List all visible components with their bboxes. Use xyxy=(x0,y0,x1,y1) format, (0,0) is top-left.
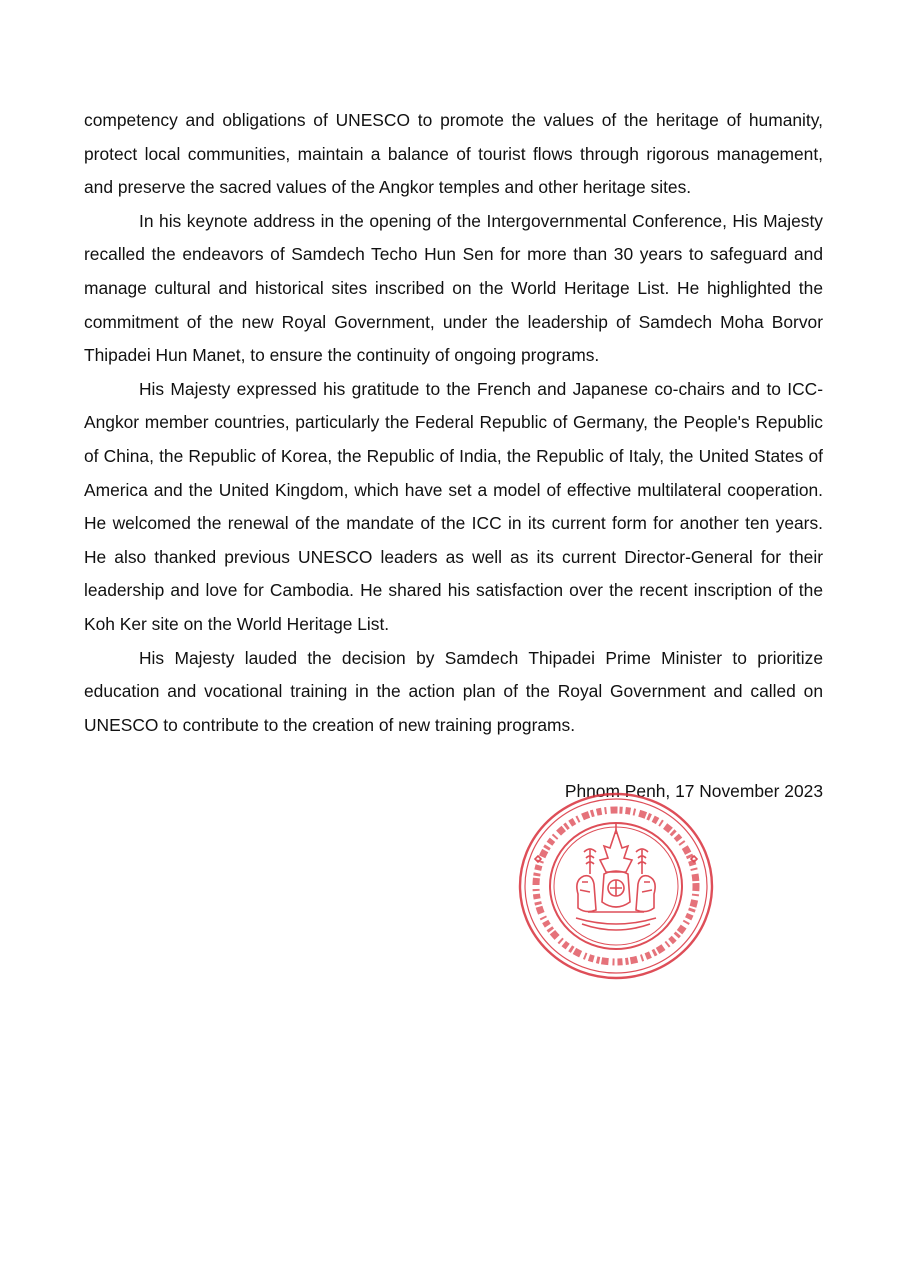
royal-seal-icon xyxy=(516,790,716,982)
paragraph-1: competency and obligations of UNESCO to promote the values of the heritage of humanity, protect local communities, maintain a balance of tourist flows through rigorous management, and preserve the sacred values of the Angkor temples and other heritage sites. xyxy=(84,110,823,198)
dateline: Phnom Penh, 17 November 2023 xyxy=(564,781,823,801)
paragraph-3: His Majesty expressed his gratitude to the French and Japanese co-chairs and to ICC-Angkor member countries, particularly the Federal Republic of Germany, the People's Republic of China, the Republic of Korea, the Republic of India, the Republic of Italy, the United States of America and the United Kingdom, which have set a model of effective multilateral cooperation. He welcomed the renewal of the mandate of the ICC in its current form for another ten years. He also thanked previous UNESCO leaders as well as its current Director-General for their leadership and love for Cambodia. He shared his satisfaction over the recent inscription of the Koh Ker site on the World Heritage List. xyxy=(84,378,823,634)
paragraph-4: His Majesty lauded the decision by Samdech Thipadei Prime Minister to prioritize education and vocational training in the action plan of the Royal Government and called on UNESCO to contribute to the creation of new training programs. xyxy=(84,647,823,735)
document-body xyxy=(84,104,823,742)
paragraph-2: In his keynote address in the opening of the Intergovernmental Conference, His Majesty recalled the endeavors of Samdech Techo Hun Sen for more than 30 years to safeguard and manage cultural and historical sites inscribed on the World Heritage List. He highlighted the commitment of the new Royal Government, under the leadership of Samdech Moha Borvor Thipadei Hun Manet, to ensure the continuity of ongoing programs. xyxy=(84,210,823,366)
